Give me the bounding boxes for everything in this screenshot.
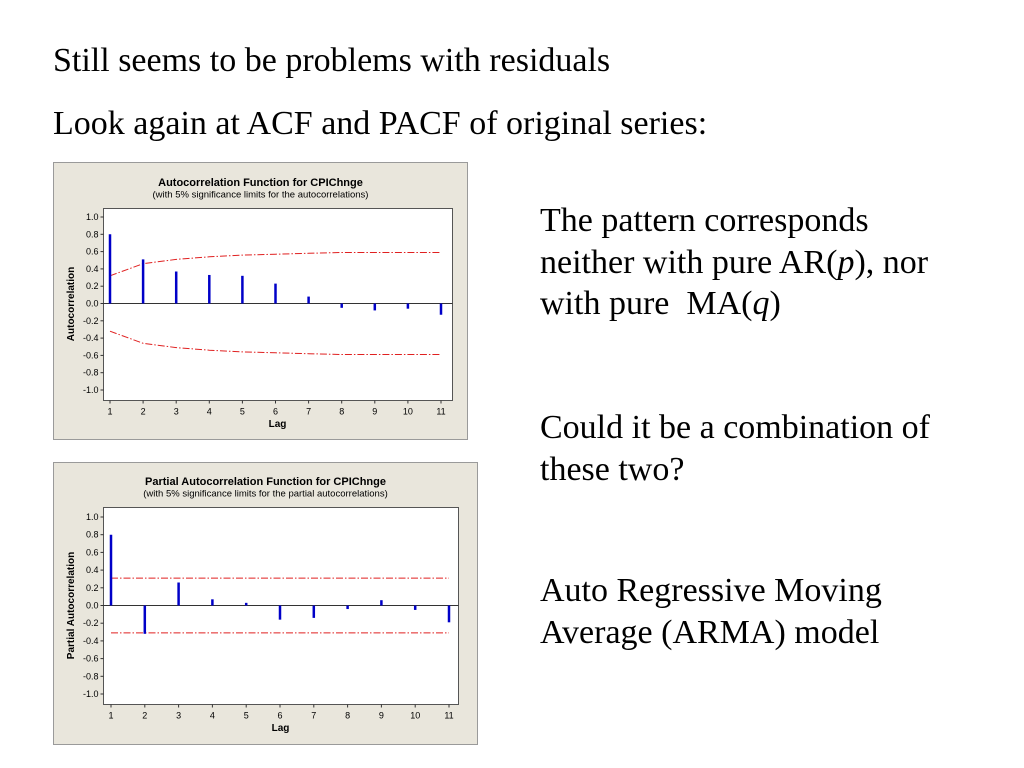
pacf-chart — [53, 462, 478, 745]
plot-area — [104, 209, 453, 401]
slide-heading-acf-pacf: Look again at ACF and PACF of original series: — [53, 105, 708, 142]
x-axis-label: Lag — [271, 723, 290, 734]
acf-chart — [53, 162, 468, 440]
y-tick-label: 0.6 — [85, 547, 99, 558]
x-tick-label: 6 — [272, 406, 279, 417]
y-tick-label: 0.4 — [85, 263, 99, 274]
text-line: Auto Regressive Moving — [540, 572, 882, 609]
text-segment: ) — [769, 285, 781, 322]
y-tick-label: 0.2 — [85, 281, 99, 292]
x-tick-label: 3 — [173, 406, 179, 417]
y-axis-label: Autocorrelation — [66, 266, 77, 342]
text-line: Could it be a combination of — [540, 409, 930, 446]
y-tick-label: -1.0 — [82, 385, 99, 395]
x-tick-label: 1 — [107, 406, 113, 417]
text-segment: neither with pure AR( — [540, 243, 838, 281]
x-tick-label: 9 — [378, 710, 384, 721]
text-segment: ), nor — [854, 243, 929, 281]
y-tick-label: -0.6 — [82, 350, 99, 361]
acf-chart-graphic — [53, 162, 468, 440]
ar-order-symbol: p — [837, 243, 855, 281]
y-tick-label: 0.2 — [85, 582, 99, 593]
text-line: Average (ARMA) model — [540, 613, 880, 651]
y-tick-label: 0.6 — [85, 246, 99, 257]
y-tick-label: -0.8 — [82, 367, 99, 378]
x-tick-label: 3 — [176, 710, 182, 721]
text-line — [540, 283, 928, 325]
y-tick-label: -0.2 — [82, 315, 99, 326]
y-tick-label: -0.4 — [82, 635, 99, 646]
text-line: The pattern corresponds — [540, 202, 869, 239]
y-tick-label: 0.4 — [85, 565, 99, 576]
x-tick-label: 11 — [444, 710, 454, 721]
text-line — [540, 242, 928, 284]
x-axis-label: Lag — [268, 419, 287, 430]
y-tick-label: -0.8 — [82, 671, 99, 682]
x-tick-label: 2 — [140, 406, 146, 417]
y-tick-label: 0.8 — [85, 229, 99, 240]
x-tick-label: 10 — [402, 406, 413, 417]
x-tick-label: 5 — [243, 710, 249, 721]
x-tick-label: 11 — [436, 406, 446, 417]
y-tick-label: 0.0 — [85, 298, 99, 309]
x-tick-label: 7 — [306, 406, 312, 417]
pattern-paragraph — [540, 200, 928, 325]
y-tick-label: -0.6 — [82, 653, 99, 664]
text-line: these two? — [540, 450, 685, 488]
x-tick-label: 5 — [239, 406, 245, 417]
chart-title: Partial Autocorrelation Function for CPIChnge — [145, 476, 386, 488]
x-tick-label: 10 — [410, 710, 421, 721]
slide-heading-residuals: Still seems to be problems with residuals — [53, 42, 611, 79]
y-tick-label: 0.0 — [85, 600, 99, 611]
x-tick-label: 8 — [339, 406, 345, 417]
y-tick-label: -0.2 — [82, 618, 99, 629]
text-segment: with pure MA( — [540, 285, 753, 322]
y-axis-label: Partial Autocorrelation — [66, 551, 77, 660]
x-tick-label: 9 — [372, 406, 378, 417]
chart-title: Autocorrelation Function for CPIChnge — [158, 177, 363, 189]
chart-subtitle: (with 5% significance limits for the autocorrelations) — [152, 189, 369, 201]
chart-subtitle: (with 5% significance limits for the partial autocorrelations) — [143, 488, 388, 500]
ma-order-symbol: q — [752, 285, 770, 322]
x-tick-label: 1 — [108, 710, 114, 721]
y-tick-label: 0.8 — [85, 529, 99, 540]
x-tick-label: 4 — [209, 710, 215, 721]
y-tick-label: -0.4 — [82, 333, 99, 344]
y-tick-label: 1.0 — [85, 212, 99, 222]
x-tick-label: 4 — [206, 406, 212, 417]
y-tick-label: 1.0 — [85, 512, 99, 522]
x-tick-label: 8 — [345, 710, 351, 721]
pacf-chart-graphic — [53, 462, 478, 745]
x-tick-label: 6 — [277, 710, 283, 721]
x-tick-label: 2 — [142, 710, 148, 721]
y-tick-label: -1.0 — [82, 689, 99, 699]
combination-paragraph — [540, 407, 930, 490]
arma-paragraph — [540, 570, 882, 653]
x-tick-label: 7 — [311, 710, 317, 721]
